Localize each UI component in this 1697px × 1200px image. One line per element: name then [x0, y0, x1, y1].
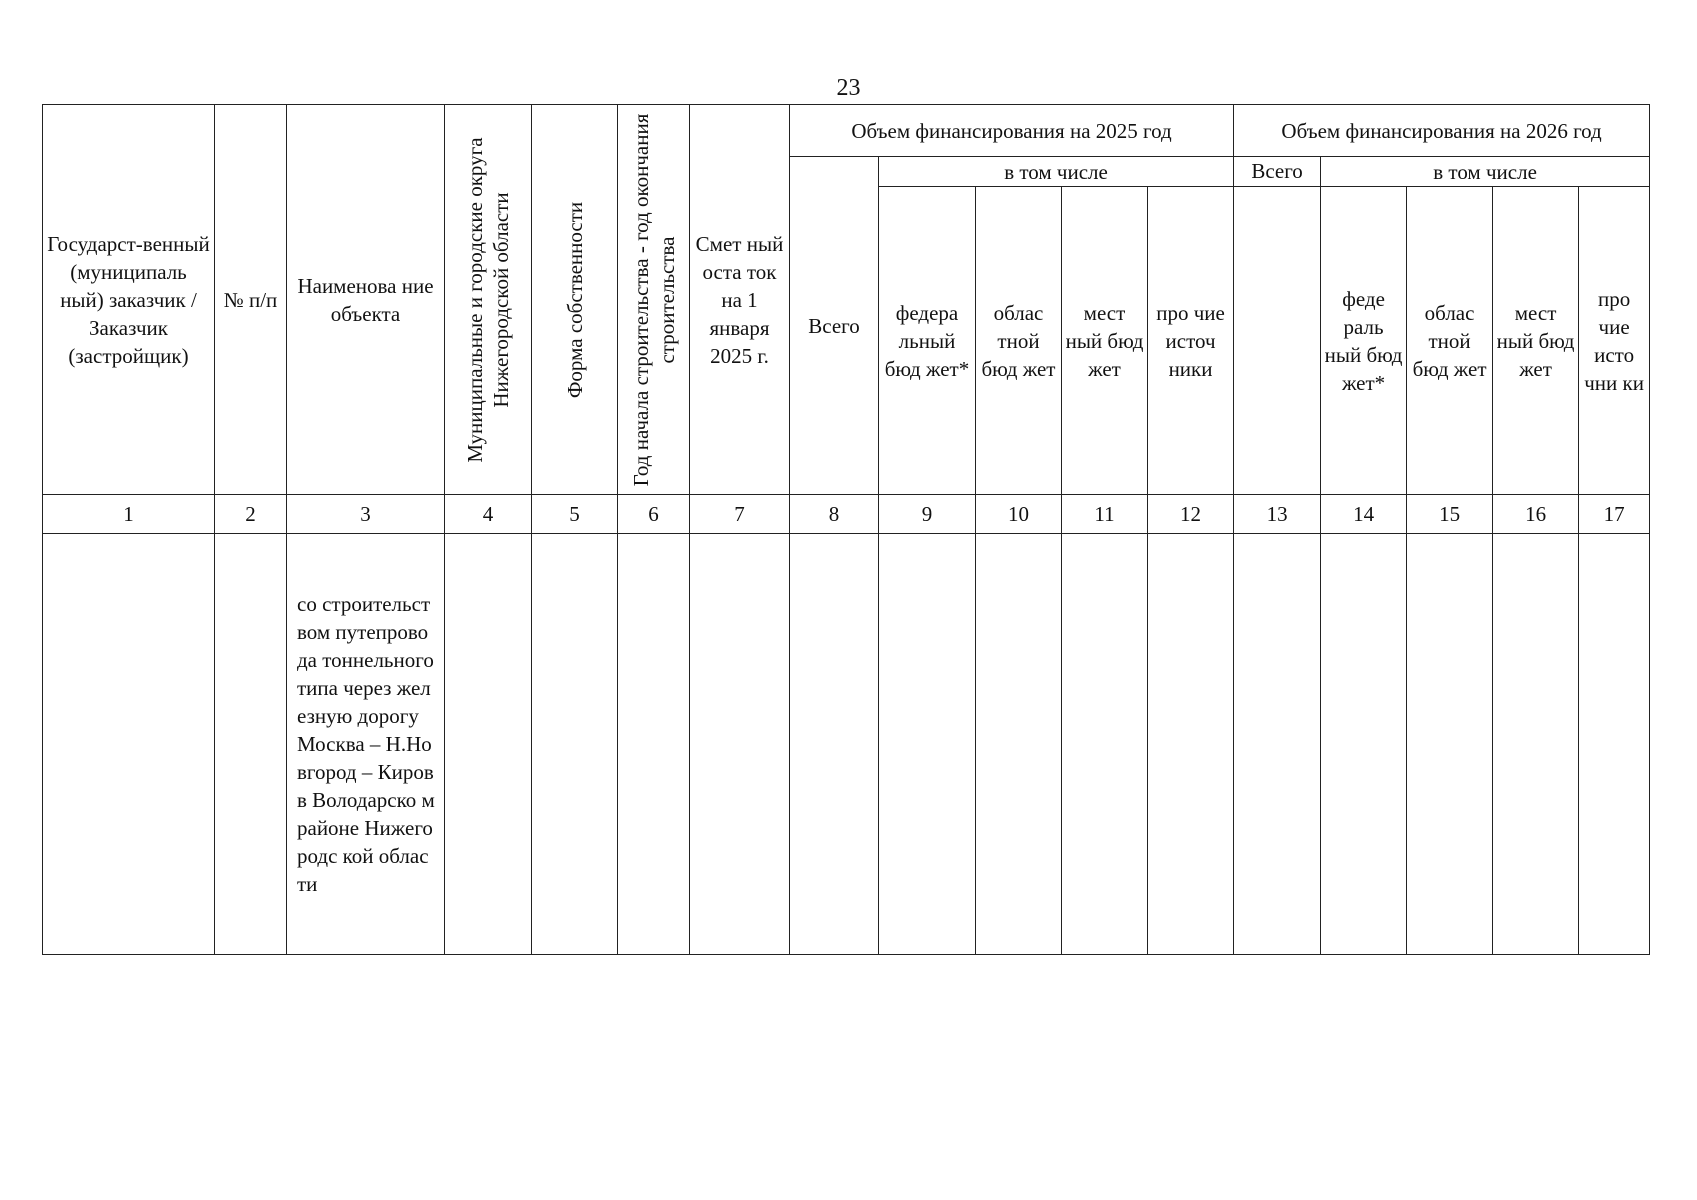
cell-loc-2025: [1062, 534, 1148, 955]
column-number: 8: [790, 495, 879, 534]
header-empty-2026: [1234, 187, 1321, 495]
cell-object-name: со строительст вом путепровода тоннельного типа через железную дорогу Москва – Н.Новгород – Киров в Володарско м районе Нижегородс кой области: [287, 534, 445, 955]
header-reg-2025: облас тной бюд жет: [976, 187, 1062, 495]
column-number: 13: [1234, 495, 1321, 534]
cell-years: [618, 534, 690, 955]
header-oth-2026: про чие исто чни ки: [1579, 187, 1650, 495]
header-num: № п/п: [215, 105, 287, 495]
header-funding-2026: Объем финансирования на 2026 год: [1234, 105, 1650, 157]
header-customer: Государст-венный (муниципаль ный) заказчик / Заказчик (застройщик): [43, 105, 215, 495]
header-total-2026: Всего: [1234, 157, 1321, 187]
cell-districts: [445, 534, 532, 955]
cell-reg-2026: [1407, 534, 1493, 955]
table-row: [43, 534, 1650, 955]
cell-total-2025: [790, 534, 879, 955]
header-including-2026: в том числе: [1321, 157, 1650, 187]
financing-table: [42, 104, 1650, 955]
column-number: 6: [618, 495, 690, 534]
column-number: 1: [43, 495, 215, 534]
header-fed-2026: феде раль ный бюд жет*: [1321, 187, 1407, 495]
column-number: 15: [1407, 495, 1493, 534]
header-reg-2026: облас тной бюд жет: [1407, 187, 1493, 495]
cell-oth-2025: [1148, 534, 1234, 955]
column-number: 12: [1148, 495, 1234, 534]
cell-num: [215, 534, 287, 955]
header-total-2025: Всего: [790, 157, 879, 495]
header-years: Год начала строительства - год окончания строительства: [618, 105, 690, 495]
column-number: 17: [1579, 495, 1650, 534]
header-funding-2025: Объем финансирования на 2025 год: [790, 105, 1234, 157]
column-number: 16: [1493, 495, 1579, 534]
cell-ownership: [532, 534, 618, 955]
header-fed-2025: федера льный бюд жет*: [879, 187, 976, 495]
column-number: 11: [1062, 495, 1148, 534]
header-loc-2026: мест ный бюд жет: [1493, 187, 1579, 495]
column-number: 10: [976, 495, 1062, 534]
header-estimate: Смет ный оста ток на 1 января 2025 г.: [690, 105, 790, 495]
header-row-1: [43, 105, 1650, 157]
header-ownership: Форма собственности: [532, 105, 618, 495]
cell-oth-2026: [1579, 534, 1650, 955]
column-number: 5: [532, 495, 618, 534]
cell-total-2026: [1234, 534, 1321, 955]
column-number-row: [43, 495, 1650, 534]
cell-estimate: [690, 534, 790, 955]
header-object-name: Наименова ние объекта: [287, 105, 445, 495]
header-loc-2025: мест ный бюд жет: [1062, 187, 1148, 495]
header-including-2025: в том числе: [879, 157, 1234, 187]
column-number: 4: [445, 495, 532, 534]
cell-reg-2025: [976, 534, 1062, 955]
header-districts: Муниципальные и городские округа Нижегородской области: [445, 105, 532, 495]
column-number: 9: [879, 495, 976, 534]
cell-fed-2026: [1321, 534, 1407, 955]
cell-fed-2025: [879, 534, 976, 955]
column-number: 14: [1321, 495, 1407, 534]
cell-customer: [43, 534, 215, 955]
header-oth-2025: про чие источ ники: [1148, 187, 1234, 495]
column-number: 3: [287, 495, 445, 534]
page-number: 23: [836, 75, 861, 101]
cell-loc-2026: [1493, 534, 1579, 955]
column-number: 7: [690, 495, 790, 534]
column-number: 2: [215, 495, 287, 534]
